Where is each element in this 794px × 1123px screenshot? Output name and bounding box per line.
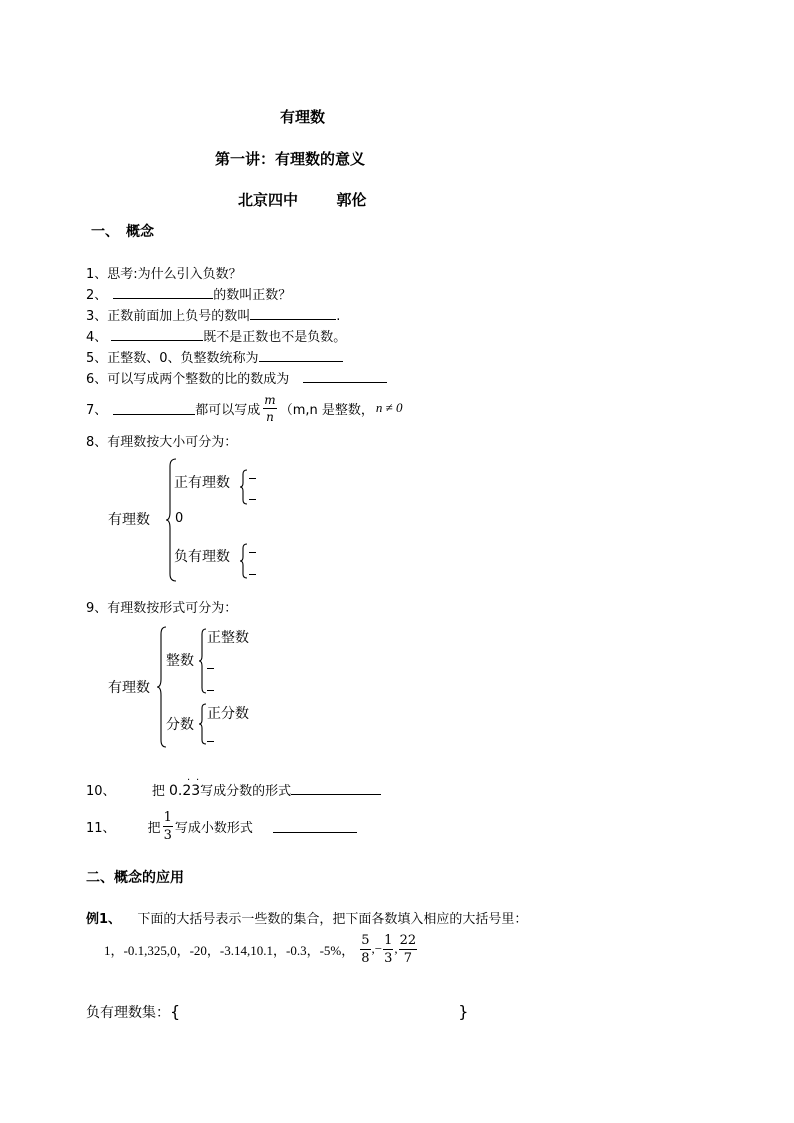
fraction-numerator: 22: [399, 932, 417, 948]
fraction-numerator: 5: [361, 932, 370, 948]
answer-blank[interactable]: [273, 820, 357, 833]
q9-positive-fraction-label: 正分数: [207, 706, 249, 722]
question-10-text: 写成分数的形式: [200, 784, 292, 799]
question-11-text: 写成小数形式: [174, 820, 253, 836]
answer-blank[interactable]: [249, 552, 256, 553]
answer-blank[interactable]: [249, 499, 256, 500]
author-name: 郭伦: [336, 191, 367, 209]
answer-blank[interactable]: [250, 307, 336, 320]
question-6: [86, 368, 387, 387]
question-3-text: 3、正数前面加上负号的数叫: [86, 309, 251, 324]
q8-zero-label: 0: [175, 511, 184, 526]
question-11-prefix: 把: [147, 820, 161, 836]
question-10-number: 10、: [86, 784, 116, 799]
author-school: 北京四中: [238, 191, 299, 209]
section-1-title: 一、 概念: [91, 224, 154, 240]
question-4-text: 既不是正数也不是负数。: [203, 330, 347, 345]
question-1: 1、思考:为什么引入负数？: [86, 267, 242, 282]
q8-negative-brace: [240, 543, 248, 579]
q9-root-label: 有理数: [108, 680, 150, 696]
q9-integer-brace: [199, 628, 207, 694]
example-text: 下面的大括号表示一些数的集合，把下面各数填入相应的大括号里：: [137, 912, 528, 927]
answer-blank[interactable]: [249, 478, 256, 479]
fraction-denominator: 3: [384, 950, 393, 966]
answer-blank[interactable]: [113, 286, 213, 299]
question-7-condition: n ≠ 0: [375, 400, 403, 415]
answer-blank[interactable]: [207, 741, 214, 742]
answer-blank[interactable]: [249, 574, 256, 575]
set-open-brace: {: [170, 1002, 181, 1021]
question-5-text: 5、正整数、0、负整数统称为: [86, 351, 259, 366]
fraction-denominator: n: [266, 409, 274, 424]
question-11-number: 11、: [86, 820, 116, 836]
question-6-text: 6、可以写成两个整数的比的数成为: [86, 372, 290, 387]
question-8: 8、有理数按大小可分为：: [86, 435, 238, 450]
fraction-denominator: 8: [361, 950, 370, 966]
fraction-five-eighths: [360, 934, 370, 965]
question-9: 9、有理数按形式可分为：: [86, 601, 238, 616]
separator: ,: [394, 941, 398, 956]
number-list-text: 1，-0.1,325,0，-20，-3.14,10.1，-0.3，-5%，: [104, 942, 355, 958]
document-title: 有理数: [280, 108, 326, 126]
fraction-one-third: [163, 811, 173, 842]
question-7: [86, 390, 403, 426]
repeat-dot: ·: [186, 775, 191, 786]
fraction-denominator: 7: [403, 950, 413, 966]
section-2-title: 二、概念的应用: [86, 870, 184, 886]
question-2: [86, 284, 291, 303]
q8-root-label: 有理数: [108, 512, 150, 528]
fraction-numerator: 1: [163, 809, 172, 825]
fraction-m-over-n: [263, 394, 276, 423]
question-2-text: 的数叫正数？: [213, 288, 292, 303]
repeating-decimal-value: 0.23: [168, 783, 201, 799]
question-4: [86, 326, 346, 345]
q9-fraction-label: 分数: [166, 717, 194, 733]
q9-fraction-brace: [199, 703, 207, 745]
answer-blank[interactable]: [291, 782, 381, 795]
q9-integer-label: 整数: [166, 653, 194, 669]
example-1: [86, 908, 527, 927]
lecture-title: 第一讲：有理数的意义: [215, 150, 366, 168]
question-7-tail: （m,n 是整数，: [279, 402, 374, 418]
fraction-twenty-two-sevenths: [399, 934, 418, 965]
separator: ,: [371, 941, 375, 956]
q8-positive-brace: [240, 469, 248, 505]
q8-positive-label: 正有理数: [174, 475, 230, 491]
fraction-denominator: 3: [163, 827, 172, 843]
question-3-end: .: [336, 309, 341, 324]
question-7-number: 7、: [86, 402, 108, 418]
question-7-text: 都可以写成: [195, 402, 261, 418]
repeating-decimal: [168, 775, 201, 799]
question-11: [86, 808, 357, 844]
set-close-brace: }: [458, 1002, 469, 1021]
fraction-numerator: m: [264, 392, 276, 407]
question-2-number: 2、: [86, 288, 108, 303]
answer-blank[interactable]: [207, 690, 214, 691]
set-label: 负有理数集：: [86, 1005, 170, 1021]
fraction-one-third: [383, 934, 393, 965]
repeat-dot: ·: [195, 775, 200, 786]
question-5: [86, 347, 343, 366]
question-10-prefix: 把: [151, 784, 165, 799]
q8-negative-label: 负有理数: [174, 549, 230, 565]
question-3: [86, 305, 340, 324]
number-list: [104, 930, 418, 968]
example-label: 例1、: [86, 912, 122, 927]
negative-rational-set: [86, 1002, 468, 1022]
answer-blank[interactable]: [207, 668, 214, 669]
minus-sign: −: [374, 941, 383, 956]
answer-blank[interactable]: [259, 349, 343, 362]
author-line: [238, 189, 367, 210]
q9-positive-integer-label: 正整数: [207, 630, 249, 646]
question-10: [86, 775, 381, 799]
answer-blank[interactable]: [303, 370, 387, 383]
fraction-numerator: 1: [384, 932, 393, 948]
answer-blank[interactable]: [111, 328, 203, 341]
answer-blank[interactable]: [113, 402, 195, 415]
question-4-number: 4、: [86, 330, 108, 345]
